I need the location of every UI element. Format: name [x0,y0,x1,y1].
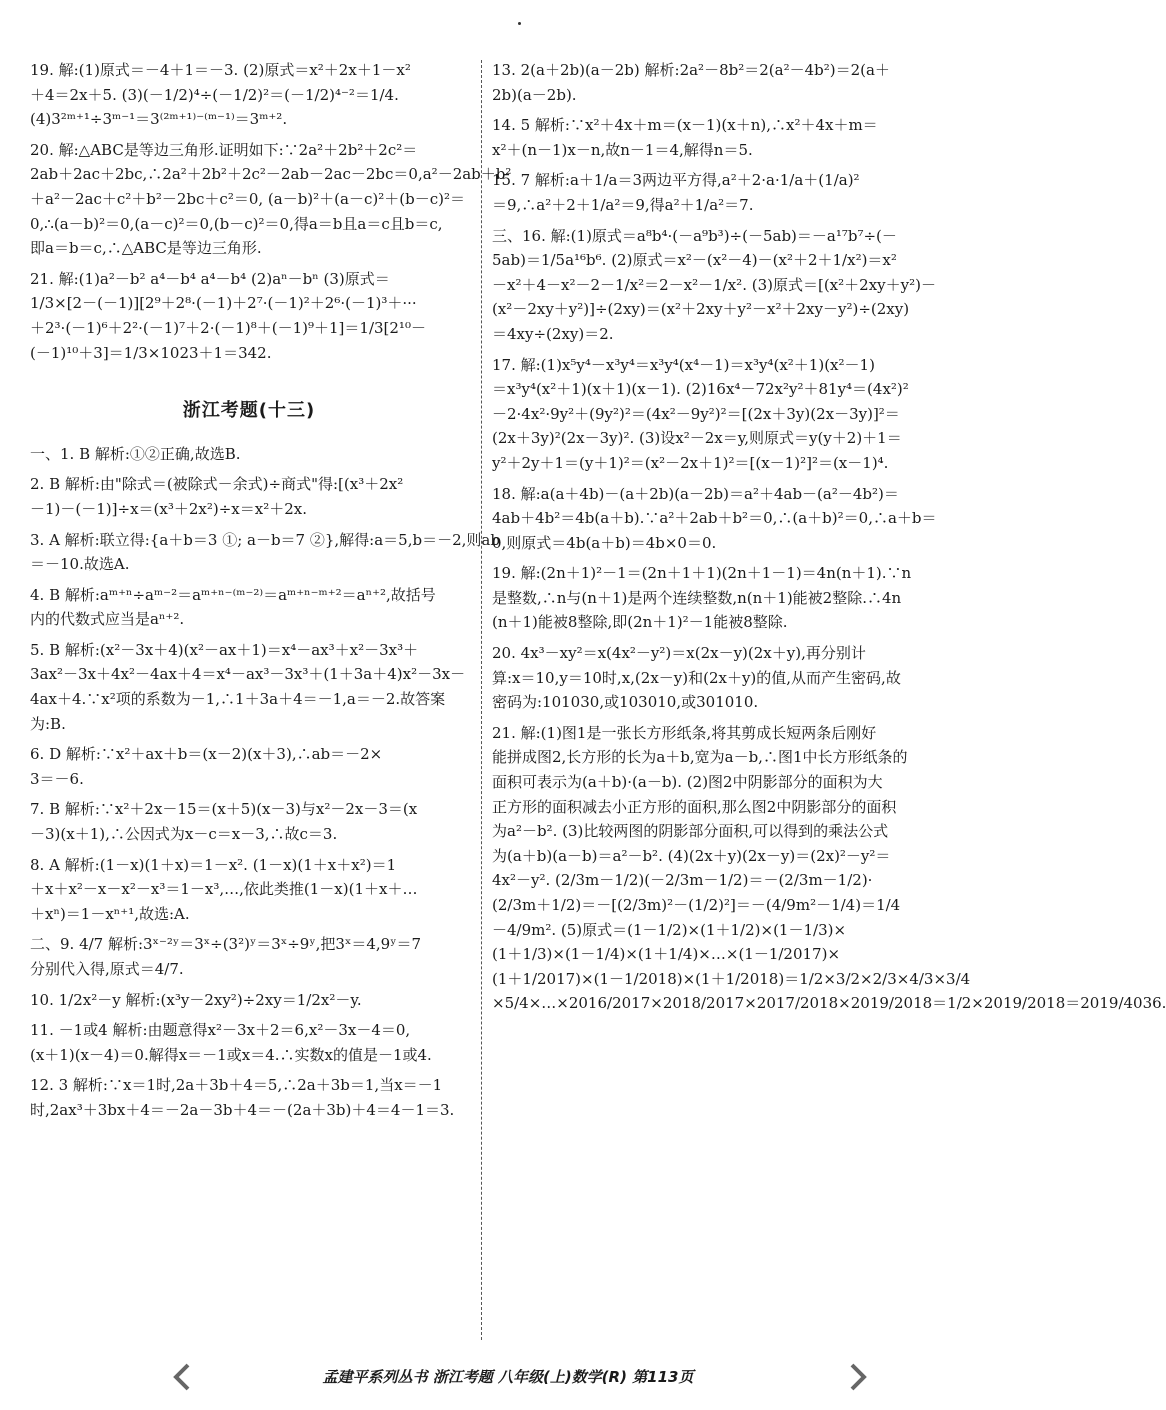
answer-left-20: 20. 解:△ABC是等边三角形.证明如下:∵2a²＋2b²＋2c²＝ 2ab＋2ac＋2bc,∴2a²＋2b²＋2c²－2ab－2ac－2bc＝0,a²－2ab＋b² ＋a²－2ac＋c²＋b²－2bc＋c²＝0, (a－b)²＋(a－c)²＋(b－c)²＝ 0,∴(a－b)²＝0,(a－c)²＝0,(b－c)²＝0,得a＝b且a＝c且b＝c, 即a＝b＝c,∴△ABC是等边三角形. [30,140,512,258]
answer-19: 19. 解:(2n＋1)²－1＝(2n＋1＋1)(2n＋1－1)＝4n(n＋1).∵n 是整数,∴n与(n＋1)是两个连续整数,n(n＋1)能被2整除.∴4n (n＋1)能被8整除,即(2n＋1)²－1能被8整除. [492,564,912,632]
answer-7: 7. B 解析:∵x²＋2x－15＝(x＋5)(x－3)与x²－2x－3＝(x －3)(x＋1),∴公因式为x－c＝x－3,∴故c＝3. [30,800,418,844]
answer-13: 13. 2(a＋2b)(a－2b) 解析:2a²－8b²＝2(a²－4b²)＝2(a＋ 2b)(a－2b). [492,61,890,104]
chevron-left-icon[interactable] [168,1362,198,1392]
answer-8: 8. A 解析:(1－x)(1＋x)＝1－x². (1－x)(1＋x＋x²)＝1 ＋x＋x²－x－x²－x³＝1－x³,…,依此类推(1－x)(1＋x＋… ＋xⁿ)＝1－xⁿ⁺¹,故选:A. [30,855,418,923]
answer-18: 18. 解:a(a＋4b)－(a＋2b)(a－2b)＝a²＋4ab－(a²－4b²)＝ 4ab＋4b²＝4b(a＋b).∵a²＋2ab＋b²＝0,∴(a＋b)²＝0,∴a＋b＝ 0,则原式＝4b(a＋b)＝4b×0＝0. [492,484,937,552]
answer-4: 4. B 解析:aᵐ⁺ⁿ÷aᵐ⁻²＝aᵐ⁺ⁿ⁻⁽ᵐ⁻²⁾＝aᵐ⁺ⁿ⁻ᵐ⁺²＝aⁿ⁺²,故括号 内的代数式应当是aⁿ⁺². [30,585,436,629]
answer-left-19: 19. 解:(1)原式＝－4＋1＝－3. (2)原式＝x²＋2x＋1－x² ＋4＝2x＋5. (3)(－1/2)⁴÷(－1/2)²＝(－1/2)⁴⁻²＝1/4. (4)3²ᵐ⁺¹÷3ᵐ⁻¹＝3⁽²ᵐ⁺¹⁾⁻⁽ᵐ⁻¹⁾＝3ᵐ⁺². [30,61,411,129]
answer-left-21: 21. 解:(1)a²－b² a⁴－b⁴ a⁴－b⁴ (2)aⁿ－bⁿ (3)原式＝ 1/3×[2－(－1)][2⁹＋2⁸·(－1)＋2⁷·(－1)²＋2⁶·(－1)³＋··· ＋2³·(－1)⁶＋2²·(－1)⁷＋2·(－1)⁸＋(－1)⁹＋1]＝1/3[2¹⁰－ (－1)¹⁰＋3]＝1/3×1023＋1＝342. [30,269,426,362]
answer-10: 10. 1/2x²－y 解析:(x³y－2xy²)÷2xy＝1/2x²－y. [30,990,362,1009]
page-footer [0,1358,1000,1398]
answer-15: 15. 7 解析:a＋1/a＝3两边平方得,a²＋2·a·1/a＋(1/a)² ＝9,∴a²＋2＋1/a²＝9,得a²＋1/a²＝7. [492,171,860,214]
answer-1: 一、1. B 解析:①②正确,故选B. [30,444,241,463]
answer-16: 三、16. 解:(1)原式＝a⁸b⁴·(－a⁹b³)÷(－5ab)＝－a¹⁷b⁷÷(－ 5ab)＝1/5a¹⁶b⁶. (2)原式＝x²－(x²－4)－(x²＋2＋1/x²)＝x² －x²＋4－x²－2－1/x²＝2－x²－1/x². (3)原式＝[(x²＋2xy＋y²)－ (x²－2xy＋y²)]÷(2xy)＝(x²＋2xy＋y²－x²＋2xy－y²)÷(2xy) ＝4xy÷(2xy)＝2. [492,226,936,343]
answer-5: 5. B 解析:(x²－3x＋4)(x²－ax＋1)＝x⁴－ax³＋x²－3x³＋ 3ax²－3x＋4x²－4ax＋4＝x⁴－ax³－3x³＋(1＋3a＋4)x²－3x－ 4ax＋4.∵x²项的系数为－1,∴1＋3a＋4＝－1,a＝－2.故答案 为:B. [30,640,466,733]
left-column [30,58,512,1129]
chevron-right-icon[interactable] [842,1362,872,1392]
top-mark [518,22,521,25]
answer-9: 二、9. 4/7 解析:3ˣ⁻²ʸ＝3ˣ÷(3²)ʸ＝3ˣ÷9ʸ,把3ˣ＝4,9ʸ＝7 分别代入得,原式＝4/7. [30,935,422,978]
column-divider [481,60,482,1340]
right-column [492,58,1166,1022]
answer-21: 21. 解:(1)图1是一张长方形纸条,将其剪成长短两条后刚好 能拼成图2,长方形的长为a＋b,宽为a－b,∴图1中长方形纸条的 面积可表示为(a＋b)·(a－b). (2)图2中阴影部分的面积为大 正方形的面积减去小正方形的面积,那么图2中阴影部分的面积 为a²－b². (3)比较两图的阴影部分面积,可以得到的乘法公式 为(a＋b)(a－b)＝a²－b². (4)(2x＋y)(2x－y)＝(2x)²－y²＝ 4x²－y². (2/3m－1/2)(－2/3m－1/2)＝－(2/3m－1/2)· (2/3m＋1/2)＝－[(2/3m)²－(1/2)²]＝－(4/9m²－1/4)＝1/4 －4/9m². (5)原式＝(1－1/2)×(1＋1/2)×(1－1/3)× (1＋1/3)×(1－1/4)×(1＋1/4)×…×(1－1/2017)× (1＋1/2017)×(1－1/2018)×(1＋1/2018)＝1/2×3/2×2/3×4/3×3/4 ×5/4×…×2016/2017×2018/2017×2017/2018×2019/2018＝1/2×2019/2018＝2019/4036. [492,723,1166,1013]
footer-text: 孟建平系列丛书 浙江考题 八年级(上)数学(R) 第113页 [322,1368,694,1386]
answer-17: 17. 解:(1)x⁵y⁴－x³y⁴＝x³y⁴(x⁴－1)＝x³y⁴(x²＋1)(x²－1) ＝x³y⁴(x²＋1)(x＋1)(x－1). (2)16x⁴－72x²y²＋81y⁴＝(4x²)² －2·4x²·9y²＋(9y²)²＝(4x²－9y²)²＝[(2x＋3y)(2x－3y)]²＝ (2x＋3y)²(2x－3y)². (3)设x²－2x＝y,则原式＝y(y＋2)＋1＝ y²＋2y＋1＝(y＋1)²＝(x²－2x＋1)²＝[(x－1)²]²＝(x－1)⁴. [492,355,909,472]
section-title: 浙江考题(十三) [182,400,316,422]
answer-3: 3. A 解析:联立得:{a＋b＝3 ①; a－b＝7 ②},解得:a＝5,b＝－2,则ab ＝－10.故选A. [30,530,500,574]
answer-14: 14. 5 解析:∵x²＋4x＋m＝(x－1)(x＋n),∴x²＋4x＋m＝ x²＋(n－1)x－n,故n－1＝4,解得n＝5. [492,116,878,159]
answer-12: 12. 3 解析:∵x＝1时,2a＋3b＋4＝5,∴2a＋3b＝1,当x＝－1 时,2ax³＋3bx＋4＝－2a－3b＋4＝－(2a＋3b)＋4＝4－1＝3. [30,1076,455,1119]
answer-20: 20. 4x³－xy²＝x(4x²－y²)＝x(2x－y)(2x＋y),再分别计 算:x＝10,y＝10时,x,(2x－y)和(2x＋y)的值,从而产生密码,故 密码为:101030,或103010,或301010. [492,644,901,712]
answer-6: 6. D 解析:∵x²＋ax＋b＝(x－2)(x＋3),∴ab＝－2× 3＝－6. [30,745,383,788]
answer-11: 11. －1或4 解析:由题意得x²－3x＋2＝6,x²－3x－4＝0, (x＋1)(x－4)＝0.解得x＝－1或x＝4.∴实数x的值是－1或4. [30,1021,432,1064]
answer-2: 2. B 解析:由"除式＝(被除式－余式)÷商式"得:[(x³＋2x² －1)－(－1)]÷x＝(x³＋2x²)÷x＝x²＋2x. [30,475,404,518]
